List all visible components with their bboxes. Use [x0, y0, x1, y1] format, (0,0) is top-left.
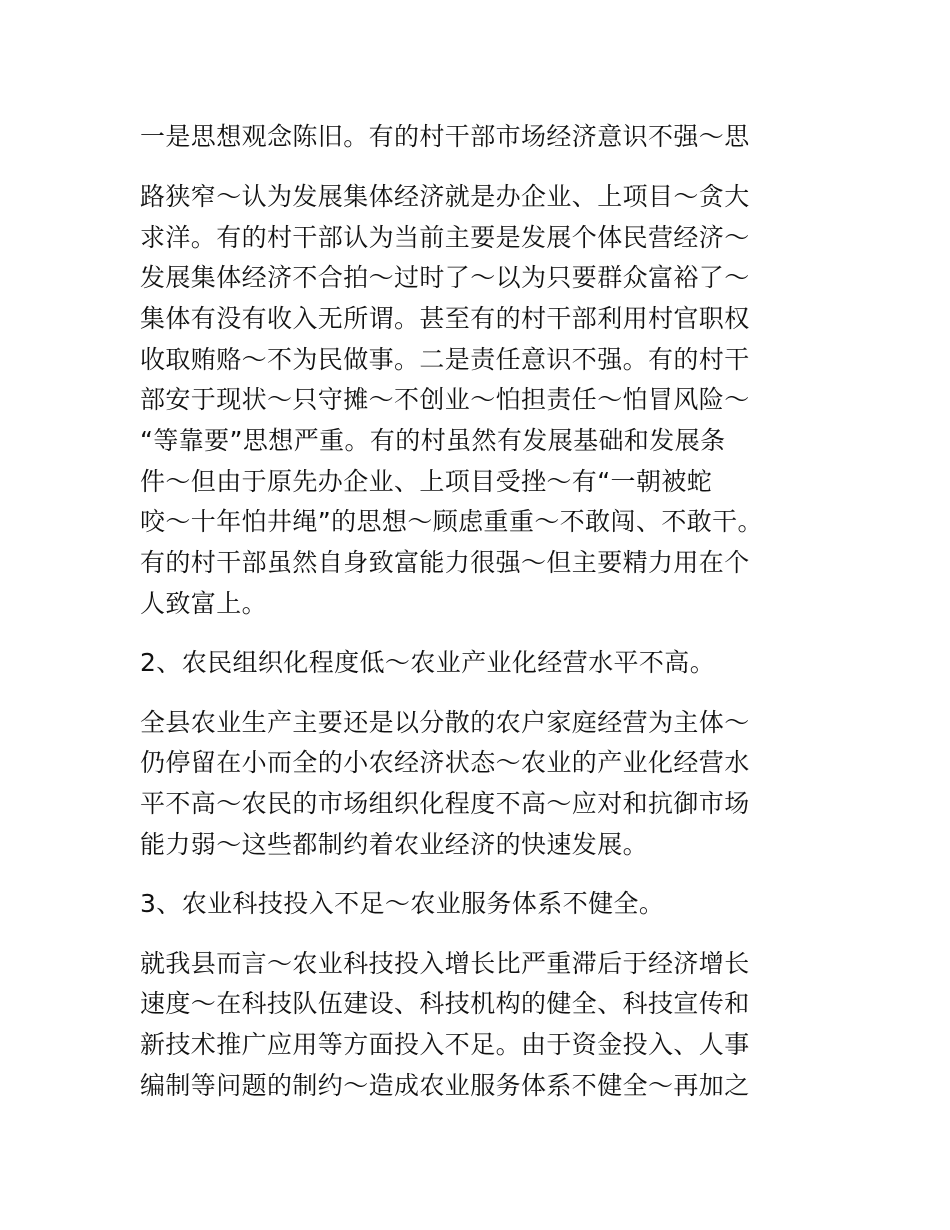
- text-line: 求洋。有的村干部认为当前主要是发展个体民营经济～: [140, 223, 750, 252]
- text-line: 仍停留在小而全的小农经济状态～农业的产业化经营水: [140, 748, 750, 777]
- text-line: 收取贿赂～不为民做事。二是责任意识不强。有的村干: [140, 345, 750, 374]
- text-line: 部安于现状～只守摊～不创业～怕担责任～怕冒风险～: [140, 385, 750, 414]
- text-line: 人致富上。: [140, 589, 268, 618]
- section-heading: 3、农业科技投入不足～农业服务体系不健全。: [140, 889, 665, 918]
- text-line: 咬～十年怕井绳”的思想～顾虑重重～不敢闯、不敢干。: [140, 507, 763, 536]
- text-line: 平不高～农民的市场组织化程度不高～应对和抗御市场: [140, 789, 750, 818]
- text-line: 一是思想观念陈旧。有的村干部市场经济意识不强～思: [140, 122, 750, 151]
- text-line: 就我县而言～农业科技投入增长比严重滞后于经济增长: [140, 949, 750, 978]
- text-line: 全县农业生产主要还是以分散的农户家庭经营为主体～: [140, 708, 750, 737]
- text-line: 有的村干部虽然自身致富能力很强～但主要精力用在个: [140, 548, 750, 577]
- section-heading: 2、农民组织化程度低～农业产业化经营水平不高。: [140, 648, 716, 677]
- text-line: 编制等问题的制约～造成农业服务体系不健全～再加之: [140, 1071, 750, 1100]
- text-line: 路狭窄～认为发展集体经济就是办企业、上项目～贪大: [140, 182, 750, 211]
- text-line: “等靠要”思想严重。有的村虽然有发展基础和发展条: [140, 426, 726, 455]
- text-line: 新技术推广应用等方面投入不足。由于资金投入、人事: [140, 1030, 750, 1059]
- text-line: 集体有没有收入无所谓。甚至有的村干部利用村官职权: [140, 304, 750, 333]
- text-line: 能力弱～这些都制约着农业经济的快速发展。: [140, 830, 649, 859]
- text-line: 发展集体经济不合拍～过时了～以为只要群众富裕了～: [140, 263, 750, 292]
- text-line: 件～但由于原先办企业、上项目受挫～有“一朝被蛇: [140, 467, 713, 496]
- text-line: 速度～在科技队伍建设、科技机构的健全、科技宣传和: [140, 989, 750, 1018]
